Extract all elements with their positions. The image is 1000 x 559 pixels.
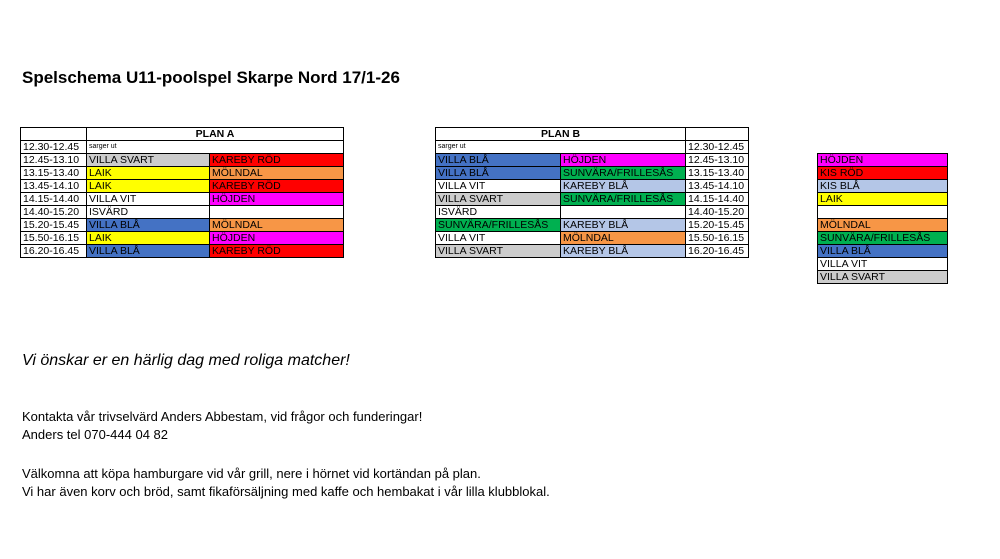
team-color-legend bbox=[817, 153, 948, 284]
contact-info bbox=[22, 408, 422, 444]
time-cell: 14.15-14.40 bbox=[21, 193, 87, 206]
away-team-cell: SUNVÄRA/FRILLESÅS bbox=[561, 167, 686, 180]
time-cell: 13.45-14.10 bbox=[21, 180, 87, 193]
time-cell: 15.20-15.45 bbox=[686, 219, 749, 232]
home-team-cell: LAIK bbox=[87, 180, 210, 193]
legend-team-cell: VILLA BLÅ bbox=[818, 245, 948, 258]
away-team-cell bbox=[210, 206, 344, 219]
away-team-cell: MÖLNDAL bbox=[210, 219, 344, 232]
home-team-cell: LAIK bbox=[87, 232, 210, 245]
away-team-cell: HÖJDEN bbox=[210, 193, 344, 206]
legend-row bbox=[818, 219, 948, 232]
plan-b-header: PLAN B bbox=[436, 128, 686, 141]
time-cell: 15.20-15.45 bbox=[21, 219, 87, 232]
legend-team-cell: HÖJDEN bbox=[818, 154, 948, 167]
match-row bbox=[21, 219, 344, 232]
legend-team-cell bbox=[818, 206, 948, 219]
away-team-cell: KAREBY BLÅ bbox=[561, 245, 686, 258]
legend-team-cell: SUNVÄRA/FRILLESÅS bbox=[818, 232, 948, 245]
home-team-cell: VILLA SVART bbox=[87, 154, 210, 167]
match-row bbox=[436, 167, 749, 180]
empty-cell bbox=[21, 128, 87, 141]
match-row bbox=[436, 180, 749, 193]
legend-row bbox=[818, 245, 948, 258]
legend-row bbox=[818, 232, 948, 245]
time-cell: 14.15-14.40 bbox=[686, 193, 749, 206]
time-cell: 16.20-16.45 bbox=[686, 245, 749, 258]
time-cell: 16.20-16.45 bbox=[21, 245, 87, 258]
match-row bbox=[21, 154, 344, 167]
legend-row bbox=[818, 258, 948, 271]
away-team-cell: KAREBY RÖD bbox=[210, 180, 344, 193]
match-row bbox=[21, 180, 344, 193]
legend-team-cell: KIS RÖD bbox=[818, 167, 948, 180]
away-team-cell: HÖJDEN bbox=[210, 232, 344, 245]
match-row bbox=[436, 245, 749, 258]
legend-team-cell: KIS BLÅ bbox=[818, 180, 948, 193]
match-row bbox=[436, 219, 749, 232]
away-team-cell: MÖLNDAL bbox=[210, 167, 344, 180]
home-team-cell: VILLA SVART bbox=[436, 245, 561, 258]
legend-row bbox=[818, 271, 948, 284]
match-row bbox=[436, 206, 749, 219]
away-team-cell: HÖJDEN bbox=[561, 154, 686, 167]
time-cell: 12.30-12.45 bbox=[686, 141, 749, 154]
legend-row bbox=[818, 193, 948, 206]
time-cell: 12.45-13.10 bbox=[686, 154, 749, 167]
time-cell: 15.50-16.15 bbox=[686, 232, 749, 245]
legend-row bbox=[818, 154, 948, 167]
home-team-cell: VILLA VIT bbox=[436, 180, 561, 193]
setup-row bbox=[436, 141, 749, 154]
plan-a-schedule bbox=[20, 127, 344, 258]
food-line: Välkomna att köpa hamburgare vid vår grill, nere i hörnet vid kortändan på plan. bbox=[22, 466, 481, 481]
match-row bbox=[21, 206, 344, 219]
time-cell: 13.15-13.40 bbox=[686, 167, 749, 180]
home-team-cell: SUNVÄRA/FRILLESÅS bbox=[436, 219, 561, 232]
home-team-cell: VILLA BLÅ bbox=[436, 167, 561, 180]
food-info bbox=[22, 465, 550, 501]
time-cell: 14.40-15.20 bbox=[21, 206, 87, 219]
away-team-cell: KAREBY RÖD bbox=[210, 154, 344, 167]
time-cell: 12.30-12.45 bbox=[21, 141, 87, 154]
time-cell: 13.15-13.40 bbox=[21, 167, 87, 180]
time-cell: 15.50-16.15 bbox=[21, 232, 87, 245]
page-title: Spelschema U11-poolspel Skarpe Nord 17/1-26 bbox=[22, 68, 400, 87]
away-team-cell: KAREBY RÖD bbox=[210, 245, 344, 258]
time-cell: 12.45-13.10 bbox=[21, 154, 87, 167]
header-row bbox=[21, 128, 344, 141]
empty-cell bbox=[686, 128, 749, 141]
home-team-cell: VILLA VIT bbox=[87, 193, 210, 206]
contact-line: Kontakta vår trivselvärd Anders Abbestam, vid frågor och funderingar! bbox=[22, 409, 423, 424]
food-line: Vi har även korv och bröd, samt fikaförsäljning med kaffe och hembakat i vår lilla klubblokal. bbox=[22, 484, 550, 499]
welcome-message: Vi önskar er en härlig dag med roliga matcher! bbox=[22, 352, 350, 369]
match-row bbox=[21, 245, 344, 258]
setup-row bbox=[21, 141, 344, 154]
header-row bbox=[436, 128, 749, 141]
home-team-cell: VILLA BLÅ bbox=[87, 245, 210, 258]
legend-row bbox=[818, 180, 948, 193]
home-team-cell: LAIK bbox=[87, 167, 210, 180]
home-team-cell: VILLA SVART bbox=[436, 193, 561, 206]
note-cell: sarger ut bbox=[87, 141, 344, 154]
plan-b-schedule bbox=[435, 127, 749, 258]
away-team-cell: KAREBY BLÅ bbox=[561, 180, 686, 193]
match-row bbox=[436, 232, 749, 245]
legend-team-cell: VILLA SVART bbox=[818, 271, 948, 284]
away-team-cell: SUNVÄRA/FRILLESÅS bbox=[561, 193, 686, 206]
match-row bbox=[21, 232, 344, 245]
note-cell: sarger ut bbox=[436, 141, 686, 154]
home-team-cell: VILLA VIT bbox=[436, 232, 561, 245]
match-row bbox=[436, 193, 749, 206]
legend-team-cell: VILLA VIT bbox=[818, 258, 948, 271]
match-row bbox=[21, 167, 344, 180]
time-cell: 13.45-14.10 bbox=[686, 180, 749, 193]
legend-row bbox=[818, 206, 948, 219]
contact-phone: Anders tel 070-444 04 82 bbox=[22, 427, 168, 442]
home-team-cell: ISVÄRD bbox=[87, 206, 210, 219]
home-team-cell: ISVÄRD bbox=[436, 206, 561, 219]
plan-a-header: PLAN A bbox=[87, 128, 344, 141]
legend-team-cell: LAIK bbox=[818, 193, 948, 206]
time-cell: 14.40-15.20 bbox=[686, 206, 749, 219]
away-team-cell: MÖLNDAL bbox=[561, 232, 686, 245]
away-team-cell bbox=[561, 206, 686, 219]
match-row bbox=[436, 154, 749, 167]
legend-row bbox=[818, 167, 948, 180]
home-team-cell: VILLA BLÅ bbox=[436, 154, 561, 167]
away-team-cell: KAREBY BLÅ bbox=[561, 219, 686, 232]
match-row bbox=[21, 193, 344, 206]
legend-team-cell: MÖLNDAL bbox=[818, 219, 948, 232]
home-team-cell: VILLA BLÅ bbox=[87, 219, 210, 232]
